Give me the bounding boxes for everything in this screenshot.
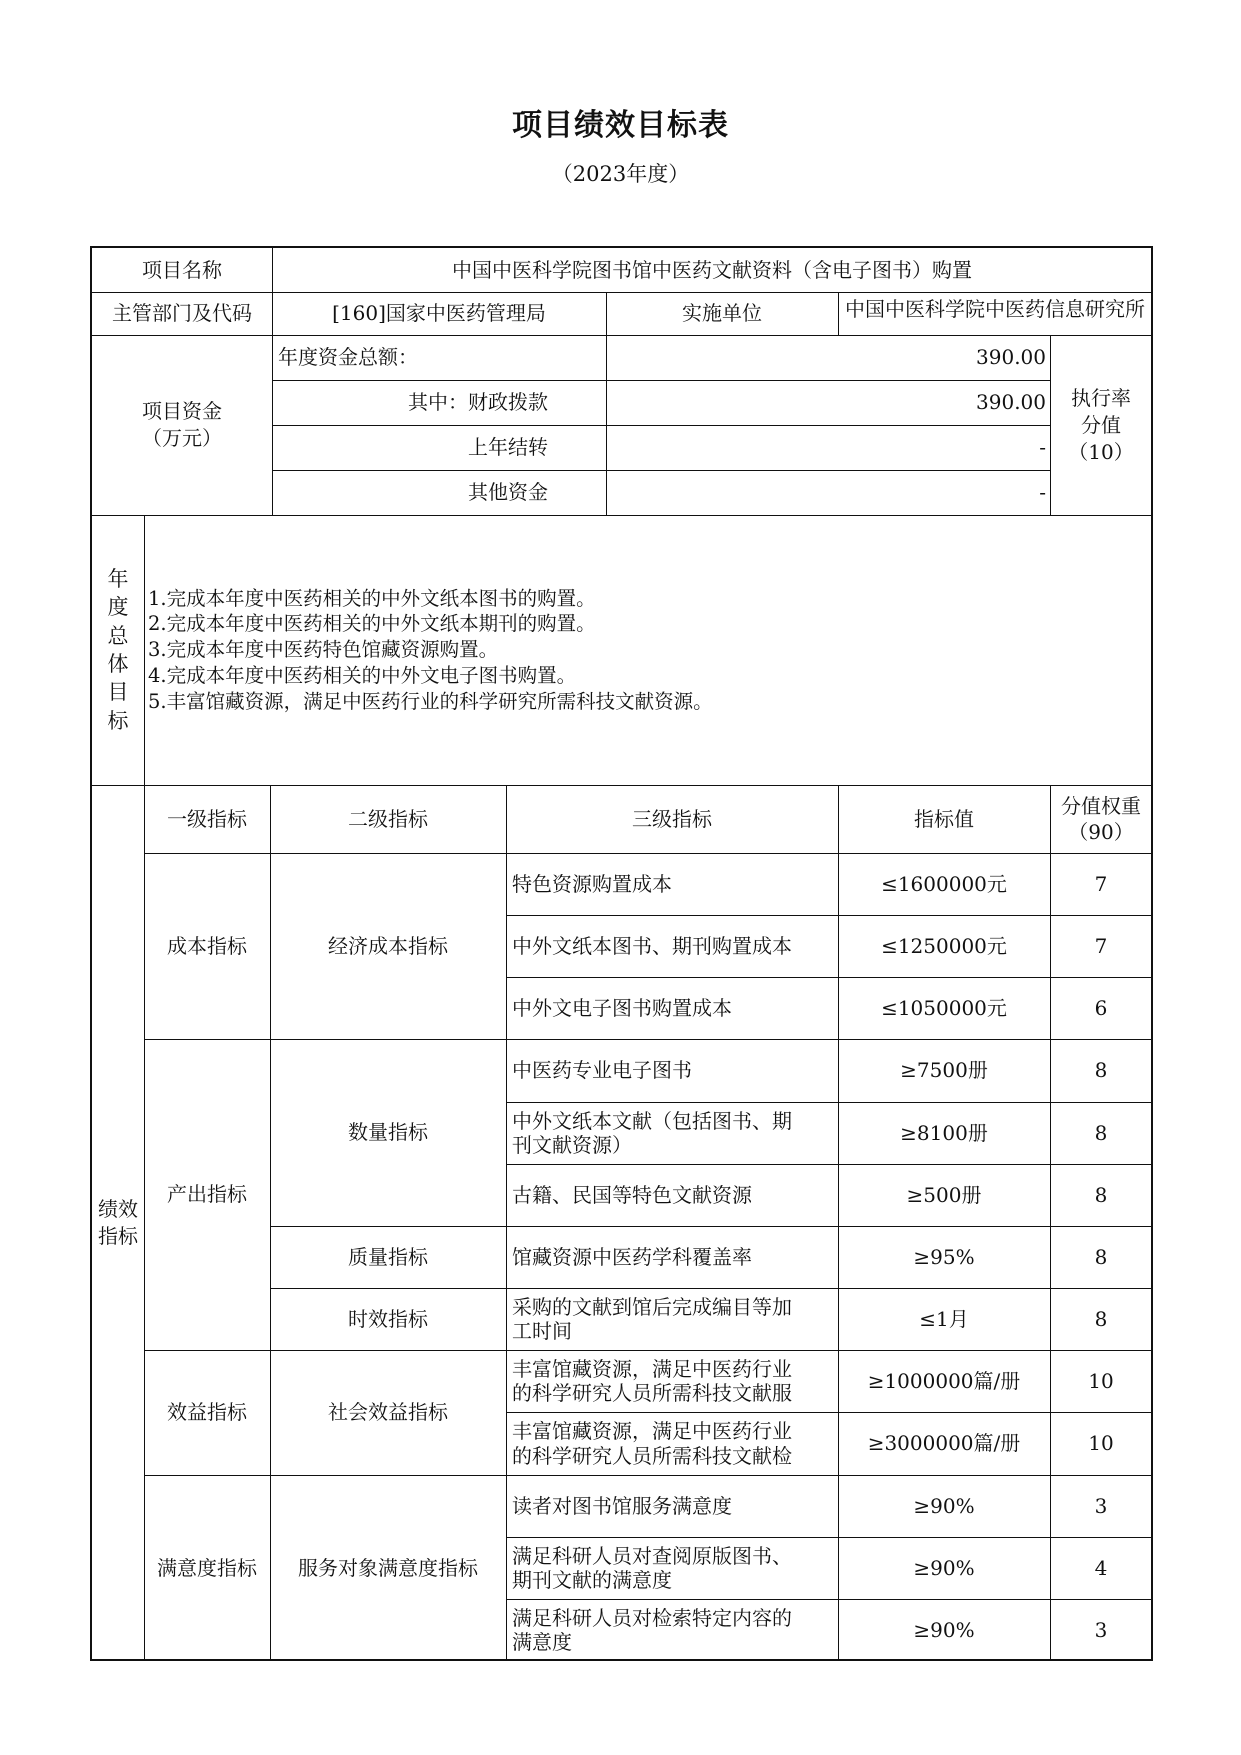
annual-goal-item: 2.完成本年度中医药相关的中外文纸本期刊的购置。 [148, 612, 596, 636]
rule-h [506, 1537, 1152, 1538]
annual-goal-item: 1.完成本年度中医药相关的中外文纸本图书的购置。 [148, 586, 596, 610]
level3-indicator [506, 1102, 838, 1164]
annual-goal-item: 4.完成本年度中医药相关的中外文电子图书购置。 [148, 663, 577, 687]
level2-indicator: 时效指标 [348, 1306, 428, 1331]
rule-h [144, 1475, 1152, 1476]
header-weight-line2: （90） [1068, 820, 1134, 844]
rule-h [144, 1039, 1152, 1040]
level3-indicator [506, 1039, 838, 1102]
funds-row-value: - [1039, 435, 1046, 459]
level2-indicator: 社会效益指标 [328, 1400, 448, 1424]
level3-text-cont: 期刊文献的满意度 [512, 1568, 672, 1592]
rule-h [92, 335, 1152, 336]
rule-h [506, 1412, 1152, 1413]
score-line1: 执行率 [1071, 385, 1131, 410]
level3-indicator [506, 1412, 838, 1475]
indicator-value: ≥95% [913, 1244, 975, 1269]
annual-goal-item: 3.完成本年度中医药特色馆藏资源购置。 [148, 638, 499, 662]
rule-h [506, 1599, 1152, 1600]
indicator-weight: 8 [1094, 1182, 1108, 1207]
rule-h [270, 1288, 1152, 1289]
header-level3: 三级指标 [632, 806, 712, 831]
execution-rate-score [1050, 335, 1152, 515]
rule-v [506, 785, 507, 1661]
page-subtitle: （2023年度） [551, 162, 690, 186]
funds-row-label: 上年结转 [468, 435, 548, 459]
level3-text: 中医药专业电子图书 [512, 1058, 692, 1083]
level3-indicator [506, 1164, 838, 1226]
indicator-value: ≥8100册 [900, 1120, 988, 1145]
level3-text-cont: 满意度 [512, 1630, 572, 1654]
annual-goal-label-char: 体 [107, 652, 129, 676]
level3-indicator [506, 915, 838, 977]
rule-h [506, 915, 1152, 916]
level3-text: 特色资源购置成本 [512, 871, 672, 896]
funds-row-value: - [1039, 480, 1046, 504]
indicator-weight: 7 [1094, 871, 1108, 896]
rule-v [606, 292, 607, 515]
rule-v [1050, 785, 1051, 1661]
header-value: 指标值 [914, 806, 974, 831]
rule-h [506, 1102, 1152, 1103]
level3-text: 中外文纸本图书、期刊购置成本 [512, 933, 792, 958]
indicator-value: ≥3000000篇/册 [867, 1431, 1021, 1455]
indicator-value: ≤1月 [919, 1306, 969, 1331]
funds-row-label: 其中：财政拨款 [408, 390, 548, 414]
level3-text: 采购的文献到馆后完成编目等加 [512, 1294, 792, 1319]
level3-text: 丰富馆藏资源，满足中医药行业 [512, 1356, 792, 1381]
indicator-weight: 8 [1094, 1058, 1108, 1082]
rule-h [92, 515, 1152, 516]
impl-unit-label: 实施单位 [682, 301, 762, 325]
rule-h [272, 470, 1050, 471]
header-level1: 一级指标 [167, 806, 247, 831]
level3-text-cont: 刊文献资源） [512, 1133, 632, 1157]
level3-indicator [506, 1475, 838, 1537]
indicator-weight: 7 [1094, 933, 1108, 958]
level3-text-cont: 的科学研究人员所需科技文献检 [512, 1443, 792, 1468]
rule-h [92, 785, 1152, 786]
level3-indicator [506, 1599, 838, 1661]
indicator-value: ≥90% [913, 1617, 975, 1642]
level3-text: 中外文电子图书购置成本 [512, 995, 732, 1020]
funds-label-line1: 项目资金 [142, 399, 222, 423]
level3-text: 读者对图书馆服务满意度 [512, 1493, 732, 1518]
indicators-side-line1: 绩效 [98, 1197, 138, 1221]
indicator-value: ≤1600000元 [881, 871, 1007, 896]
header-weight [1050, 785, 1152, 853]
annual-goal-label-char: 年 [107, 566, 129, 591]
rule-h [272, 380, 1050, 381]
indicator-weight: 4 [1094, 1555, 1108, 1580]
level3-text: 中外文纸本文献（包括图书、期 [512, 1108, 792, 1133]
rule-h [144, 1350, 1152, 1351]
funds-label [92, 335, 272, 515]
indicator-value: ≤1250000元 [881, 933, 1007, 958]
level3-indicator [506, 853, 838, 915]
level1-indicator: 产出指标 [167, 1182, 247, 1206]
score-line3: （10） [1068, 439, 1134, 464]
rule-h [92, 292, 1152, 293]
indicators-side-line2: 指标 [98, 1224, 138, 1248]
indicator-value: ≥7500册 [900, 1058, 988, 1082]
indicator-weight: 8 [1094, 1244, 1108, 1269]
level1-indicator: 效益指标 [167, 1400, 247, 1424]
rule-h [272, 425, 1050, 426]
indicator-weight: 3 [1094, 1493, 1108, 1518]
funds-row-value: 390.00 [976, 390, 1046, 414]
rule-h [506, 1164, 1152, 1165]
indicator-value: ≥1000000篇/册 [867, 1368, 1021, 1393]
impl-unit-text: 中国中医科学院中医药信息研究所 [845, 297, 1145, 321]
annual-goal-label-char: 目 [107, 680, 129, 705]
header-level2: 二级指标 [348, 806, 428, 831]
funds-label-line2: （万元） [142, 426, 222, 450]
header-weight-line1: 分值权重 [1061, 794, 1141, 818]
performance-target-table [90, 246, 1153, 1661]
funds-row-label: 年度资金总额： [278, 345, 418, 369]
level2-indicator: 服务对象满意度指标 [298, 1555, 478, 1580]
level1-indicator: 满意度指标 [157, 1555, 257, 1580]
level3-indicator [506, 1350, 838, 1412]
level1-indicator: 成本指标 [167, 933, 247, 958]
level3-text-cont: 的科学研究人员所需科技文献服 [512, 1381, 792, 1405]
indicator-value: ≥90% [913, 1555, 975, 1580]
rule-h [144, 853, 1152, 854]
rule-v [270, 785, 271, 1661]
level3-indicator [506, 1537, 838, 1599]
dept-label: 主管部门及代码 [112, 301, 252, 325]
dept-value: [160]国家中医药管理局 [332, 301, 546, 325]
impl-unit-value [838, 292, 1152, 335]
rule-v [838, 785, 839, 1661]
rule-v [1050, 335, 1051, 515]
annual-goal-label-char: 标 [107, 708, 129, 733]
rule-v [272, 248, 273, 515]
indicators-side-label [92, 785, 144, 1661]
level3-indicator [506, 977, 838, 1039]
rule-h [270, 1226, 1152, 1227]
indicator-value: ≤1050000元 [881, 995, 1007, 1020]
annual-goal-item: 5.丰富馆藏资源，满足中医药行业的科学研究所需科技文献资源。 [148, 689, 713, 713]
annual-goal-label-char: 总 [107, 623, 129, 648]
rule-h [506, 977, 1152, 978]
indicator-weight: 3 [1094, 1617, 1108, 1642]
annual-goal-content [144, 515, 1152, 785]
level3-text: 满足科研人员对查阅原版图书、 [512, 1543, 792, 1568]
project-name-value: 中国中医科学院图书馆中医药文献资料（含电子图书）购置 [452, 257, 972, 282]
level3-indicator [506, 1226, 838, 1288]
rule-v [144, 515, 145, 1661]
level3-text-cont: 工时间 [512, 1319, 572, 1343]
indicator-weight: 10 [1088, 1368, 1114, 1393]
level2-indicator: 数量指标 [348, 1120, 428, 1144]
funds-row-label: 其他资金 [468, 480, 548, 504]
project-name-label: 项目名称 [142, 257, 222, 282]
level3-indicator [506, 1288, 838, 1350]
level3-text: 满足科研人员对检索特定内容的 [512, 1605, 792, 1630]
annual-goal-label [92, 515, 144, 785]
page-title: 项目绩效目标表 [512, 108, 729, 143]
annual-goal-label-char: 度 [107, 595, 129, 620]
indicator-weight: 6 [1094, 995, 1108, 1020]
funds-row-value: 390.00 [976, 345, 1046, 369]
indicator-weight: 10 [1088, 1431, 1114, 1455]
level2-indicator: 质量指标 [348, 1244, 428, 1269]
level2-indicator: 经济成本指标 [328, 933, 448, 958]
level3-text: 馆藏资源中医药学科覆盖率 [512, 1244, 752, 1269]
level3-text: 丰富馆藏资源，满足中医药行业 [512, 1419, 792, 1444]
indicator-weight: 8 [1094, 1120, 1108, 1145]
level3-text: 古籍、民国等特色文献资源 [512, 1182, 752, 1207]
rule-v [838, 292, 839, 335]
indicator-value: ≥500册 [906, 1182, 982, 1207]
indicator-weight: 8 [1094, 1306, 1108, 1331]
indicator-value: ≥90% [913, 1493, 975, 1518]
score-line2: 分值 [1081, 412, 1121, 437]
